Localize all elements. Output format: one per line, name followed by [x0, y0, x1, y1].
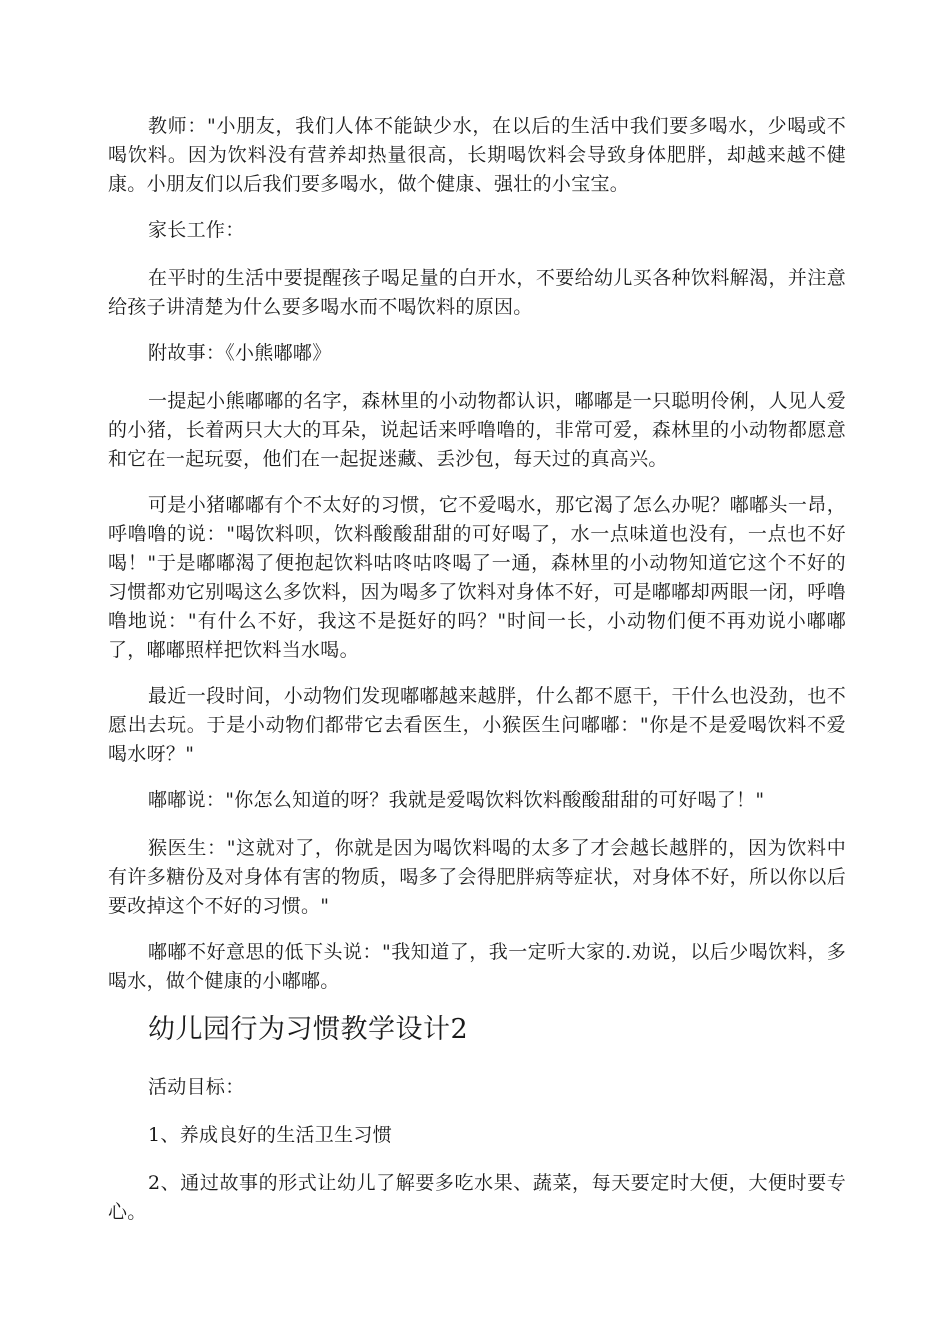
paragraph-dudu-promise: 嘟嘟不好意思的低下头说："我知道了，我一定听大家的.劝说，以后少喝饮料，多喝水，做个健康的小嘟嘟。 — [108, 941, 846, 992]
paragraph-teacher-speech: 教师："小朋友，我们人体不能缺少水，在以后的生活中我们要多喝水，少喝或不喝饮料。因为饮料没有营养却热量很高，长期喝饮料会导致身体肥胖，却越来越不健康。小朋友们以后我们要多喝水，做个健康、强壮的小宝宝。 — [108, 115, 846, 195]
paragraph-goal-1: 1、养成良好的生活卫生习惯 — [148, 1124, 392, 1146]
section-heading: 幼儿园行为习惯教学设计2 — [148, 1014, 469, 1045]
paragraph-story-habit: 可是小猪嘟嘟有个不太好的习惯，它不爱喝水，那它渴了怎么办呢？嘟嘟头一昂，呼噜噜的说："喝饮料呗，饮料酸酸甜甜的可好喝了，水一点味道也没有，一点也不好喝！"于是嘟嘟渴了便抱起饮料咕咚咕咚喝了一通，森林里的小动物知道它这个不好的习惯都劝它别喝这么多饮料，因为喝多了饮料对身体不好，可是嘟嘟却两眼一闭，呼噜噜地说："有什么不好，我这不是挺好的吗？"时间一长，小动物们便不再劝说小嘟嘟了，嘟嘟照样把饮料当水喝。 — [108, 494, 846, 661]
paragraph-parent-work: 在平时的生活中要提醒孩子喝足量的白开水，不要给幼儿买各种饮料解渴，并注意给孩子讲清楚为什么要多喝水而不喝饮料的原因。 — [108, 267, 846, 318]
paragraph-story-intro: 一提起小熊嘟嘟的名字，森林里的小动物都认识，嘟嘟是一只聪明伶俐，人见人爱的小猪，长着两只大大的耳朵，说起话来呼噜噜的，非常可爱，森林里的小动物都愿意和它在一起玩耍，他们在一起捉迷藏、丢沙包，每天过的真高兴。 — [108, 390, 846, 470]
paragraph-story-doctor: 最近一段时间，小动物们发现嘟嘟越来越胖，什么都不愿干，干什么也没劲，也不愿出去玩。于是小动物们都带它去看医生，小猴医生问嘟嘟："你是不是爱喝饮料不爱喝水呀？" — [108, 685, 846, 765]
document-page — [108, 112, 846, 1244]
paragraph-dudu-reply: 嘟嘟说："你怎么知道的呀？我就是爱喝饮料饮料酸酸甜甜的可好喝了！" — [148, 789, 765, 811]
paragraph-parent-work-label: 家长工作： — [148, 219, 245, 241]
paragraph-monkey-doctor: 猴医生："这就对了，你就是因为喝饮料喝的太多了才会越长越胖的，因为饮料中有许多糖份及对身体有害的物质，喝多了会得肥胖病等症状，对身体不好，所以你以后要改掉这个不好的习惯。" — [108, 837, 846, 917]
paragraph-activity-goal-label: 活动目标： — [148, 1076, 245, 1098]
paragraph-goal-2: 2、通过故事的形式让幼儿了解要多吃水果、蔬菜，每天要定时大便，大便时要专心。 — [108, 1172, 846, 1223]
paragraph-story-title: 附故事：《小熊嘟嘟》 — [148, 342, 332, 364]
